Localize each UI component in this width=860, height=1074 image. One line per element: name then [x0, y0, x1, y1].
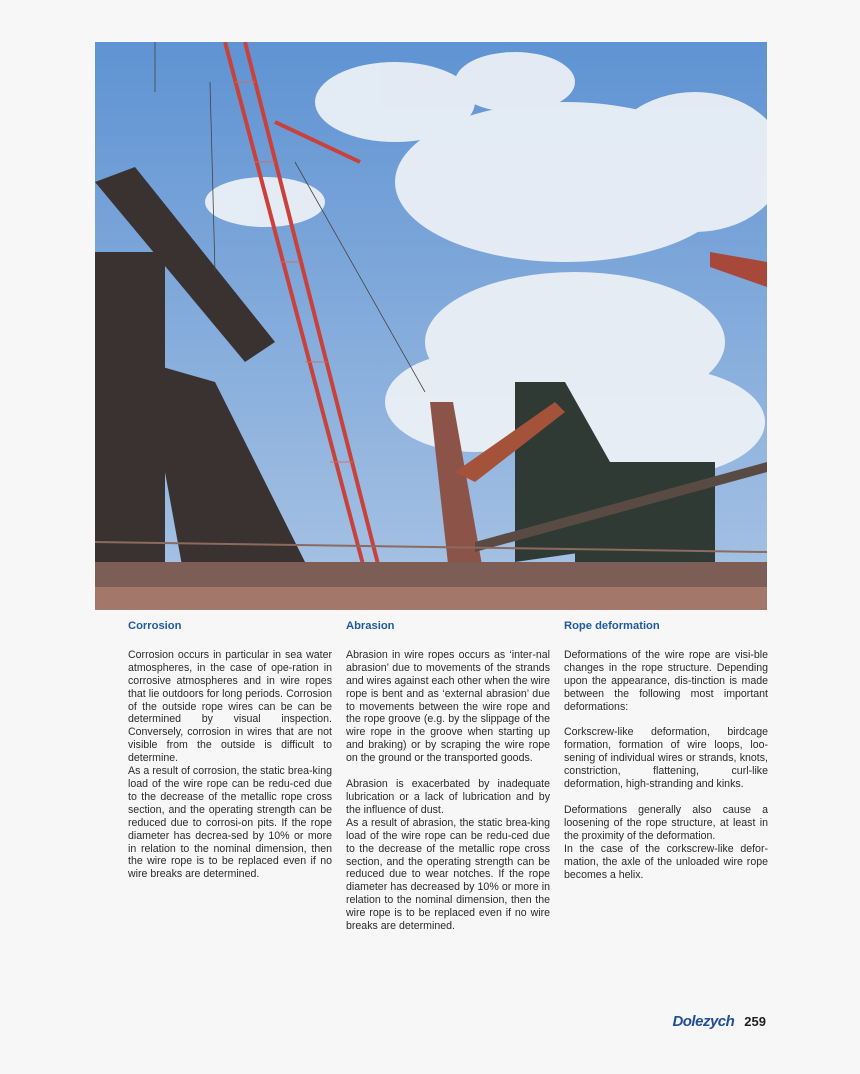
- corrosion-column: [128, 620, 332, 881]
- photo-illustration: [95, 42, 767, 610]
- abrasion-column: [346, 620, 550, 933]
- abrasion-paragraph-3: As a result of abrasion, the static brea-king load of the wire rope can be redu-ced due to the decrease of the metallic rope cross section, and the operating strength can be reduced due to wear notches. If the rope diameter has decreased by 10% or more in relation to the nominal dimension, then the wire rope is to be replaced even if no wire breaks are determined.: [346, 816, 550, 933]
- corrosion-paragraph-2: As a result of corrosion, the static brea-king load of the wire rope can be redu-ced due to the decrease of the metallic rope cross section, and the operating strength can be reduced due to corrosi-on pits. If the rope diameter has decrea-sed by 10% or more in relation to the nominal dimension, then the wire rope is to be replaced even if no wire breaks are determined.: [128, 765, 332, 881]
- corrosion-paragraph-1: Corrosion occurs in particular in sea water atmospheres, in the case of ope-ration in corrosive atmospheres and in wire ropes that lie outdoors for long periods. Corrosion of the outside rope wires can be can be determined by visual inspection. Conversely, corrosion in wires that are not visible from the outside is difficult to determine.: [128, 648, 332, 765]
- industrial-crane-photo: [95, 42, 767, 610]
- brand-logo: Dolezych: [672, 1013, 735, 1030]
- page-footer: [672, 1013, 766, 1030]
- corrosion-heading: Corrosion: [128, 620, 182, 632]
- abrasion-heading: Abrasion: [346, 620, 395, 632]
- abrasion-paragraph-1: Abrasion in wire ropes occurs as ‘inter-nal abrasion’ due to movements of the strands and wires against each other when the wire rope is bent and as ‘external abrasion’ due to movements between the wire rope and the rope groove (e.g. by the slippage of the wire rope in the groove when starting up and braking) or by scraping the wire rope on the ground or the transported goods.: [346, 648, 550, 765]
- page-number: 259: [744, 1014, 766, 1029]
- rope-deformation-column: [564, 620, 768, 881]
- rope-deformation-heading: Rope deformation: [564, 620, 660, 632]
- abrasion-paragraph-2: Abrasion is exacerbated by inadequate lubrication or a lack of lubrication and by the influence of dust.: [346, 778, 550, 816]
- rope-deformation-paragraph-2: Corkscrew-like deformation, birdcage formation, formation of wire loops, loo-sening of individual wires or strands, knots, constriction, flattening, curl-like deformation, high-stranding and kinks.: [564, 726, 768, 791]
- rope-deformation-paragraph-1: Deformations of the wire rope are visi-ble changes in the rope structure. Depending upon the appearance, dis-tinction is made between the following most important deformations:: [564, 648, 768, 713]
- rope-deformation-paragraph-3: Deformations generally also cause a loosening of the rope structure, at least in the proximity of the deformation.: [564, 803, 768, 842]
- rope-deformation-paragraph-4: In the case of the corkscrew-like defor-mation, the axle of the unloaded wire rope becomes a helix.: [564, 842, 768, 881]
